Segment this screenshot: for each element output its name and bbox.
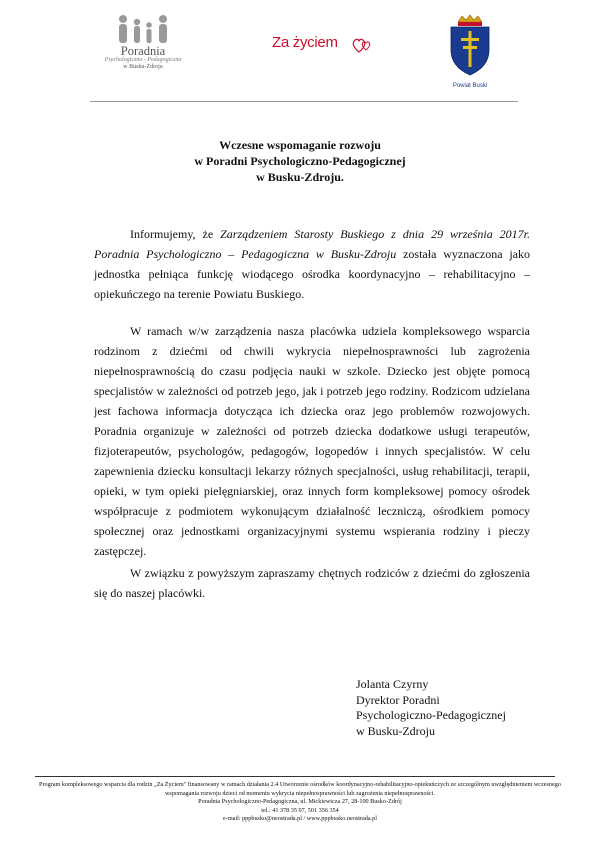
hearts-icon	[352, 36, 374, 54]
footer-contact: e-mail: pppbusko@neostrada.pl / www.pppbusko.neostrada.pl	[223, 815, 377, 822]
coat-of-arms-icon	[448, 14, 492, 76]
footer-phone: tel.: 41 378 35 97, 501 356 354	[261, 806, 339, 814]
signature-role-3: w Busku-Zdroju	[356, 723, 435, 738]
footer-program: Program kompleksowego wsparcia dla rodzin „Za Życiem" finansowany w ramach działania 2.4 Utworzenie ośrodków koordynacyjno-rehabilitacyjno-opiekuńczych ze szczególnym uwzględnieniem wczesnego wspomagania rozwoju dzieci od momentu wykrycia niepełnosprawności lub zagrożenia niepełnosprawności.	[39, 781, 561, 797]
poradnia-logo	[88, 14, 198, 76]
paragraph-3	[94, 563, 530, 603]
logo-left-name: Poradnia	[120, 44, 166, 58]
footer-address: Poradnia Psychologiczno-Pedagogiczna, ul. Mickiewicza 27, 28-100 Busko-Zdrój	[198, 798, 402, 805]
footer-divider	[35, 776, 555, 777]
family-icon	[111, 14, 175, 44]
paragraph-1	[94, 224, 530, 304]
letterhead	[0, 0, 599, 100]
logo-mid-text: Za życiem	[272, 34, 338, 51]
logo-left-subtitle: Psychologiczno - Pedagogiczna	[104, 57, 182, 63]
p1-italic: Zarządzeniem Starosty Buskiego z dnia 29 września 2017r. Poradnia Psychologiczno – Pedagogiczna w Busku-Zdroju	[94, 227, 530, 261]
za-zyciem-logo	[272, 34, 382, 58]
p3-text: W związku z powyższym zapraszamy chętnych rodziców z dziećmi do zgłoszenia się do naszej placówki.	[94, 566, 530, 600]
powiat-buski-crest	[440, 14, 500, 94]
signature-block	[356, 677, 506, 739]
p1-text-a: Informujemy, że	[130, 227, 221, 241]
header-divider	[90, 101, 518, 102]
paragraph-2	[94, 321, 530, 561]
logo-left-town: w Busku-Zdroju	[123, 64, 163, 70]
document-title	[150, 137, 450, 185]
title-line-3: w Busku-Zdroju.	[256, 170, 344, 184]
crest-caption: Powiat Buski	[452, 83, 488, 89]
title-line-2: w Poradni Psychologiczno-Pedagogicznej	[194, 154, 406, 168]
footer	[30, 781, 570, 824]
p2-text: W ramach w/w zarządzenia nasza placówka udziela kompleksowego wsparcia rodzinom z dziećmi od chwili wykrycia niepełnosprawności lub zagrożenia niepełnosprawnością do czasu podjęcia nauki w szkole. Dziecko jest objęte pomocą specjalistów w zależności od potrzeb jego, jak i potrzeb jego rodziny. Rodzicom udzielana jest fachowa informacja dotycząca ich dziecka oraz jego problemów rozwojowych. Poradnia organizuje w zależności od potrzeb dziecka dodatkowe usługi terapeutów, fizjoterapeutów, psychologów, pedagogów, logopedów i innych specjalistów. W celu zapewnienia dziecku konsultacji lekarzy różnych specjalności, usług rehabilitacji, terapii, opieki, w tym opieki pielęgniarskiej, oraz innych form kompleksowej pomocy ośrodek współpracuje z podmiotem wykonującym działalność leczniczą, ośrodkiem pomocy społecznej oraz jednostkami organizacyjnymi systemu wspierania rodziny i pieczy zastępczej.	[94, 324, 530, 558]
signature-role-2: Psychologiczno-Pedagogicznej	[356, 708, 506, 722]
title-line-1: Wczesne wspomaganie rozwoju	[219, 138, 381, 152]
signature-role-1: Dyrektor Poradni	[356, 692, 440, 707]
signature-name: Jolanta Czyrny	[356, 677, 429, 691]
p1-text-b: została wyznaczona jako jednostka pełniąca funkcję wiodącego ośrodka koordynacyjno – rehabilitacyjno – opiekuńczego na terenie Powiatu Buskiego.	[94, 247, 530, 301]
